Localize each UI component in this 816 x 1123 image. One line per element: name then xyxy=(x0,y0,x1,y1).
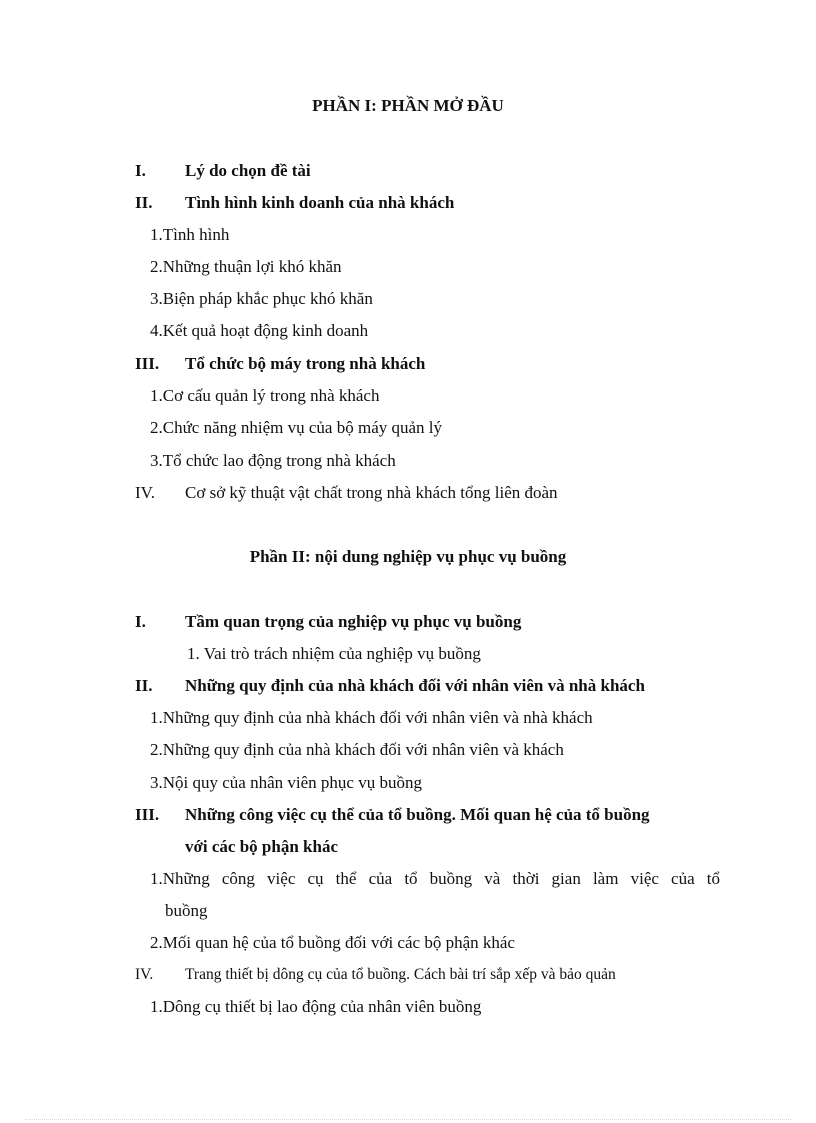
section-number: IV. xyxy=(135,966,154,983)
section-number: II. xyxy=(135,193,153,212)
section-number: III. xyxy=(135,805,160,824)
section-title: Tổ chức bộ máy trong nhà khách xyxy=(185,354,426,373)
section-title: Tình hình kinh doanh của nhà khách xyxy=(185,193,455,212)
section-number: I. xyxy=(135,161,146,180)
section-title-line2: với các bộ phận khác xyxy=(185,837,338,856)
section-number: III. xyxy=(135,354,160,373)
part1-title: PHẦN I: PHẦN MỞ ĐẦU xyxy=(312,96,504,115)
section-number: II. xyxy=(135,676,153,695)
section-title: Trang thiết bị dông cụ của tổ buồng. Cách bài trí sắp xếp và bảo quản xyxy=(185,966,616,983)
document-page: PHẦN I: PHẦN MỞ ĐẦU I. Lý do chọn đề tài II. Tình hình kinh doanh của nhà khách 1.Tình hình 2.Những thuận lợi khó khăn 3.Biện pháp khắc phục khó khăn 4.Kết quả hoạt động kinh doanh III. Tổ chức bộ máy trong nhà khách 1.Cơ cấu quản lý trong nhà khách 2.Chức năng nhiệm vụ của bộ máy quản lý 3.Tổ chức lao động trong nhà khách IV. Cơ sở kỹ thuật vật chất trong nhà khách tổng liên đoàn Phần II: nội dung nghiệp vụ phục vụ buồng I. Tầm quan trọng của nghiệp vụ phục vụ buồng 1. Vai trò trách nhiệm của nghiệp vụ buồng II. Những quy định của nhà khách đối với nhân viên và nhà khách 1.Những quy định của nhà khách đối với nhân viên và nhà khách 2.Những quy định của nhà khách đối với nhân viên và khách 3.Nội quy của nhân viên phục vụ buồng III. Những công việc cụ thể của tổ buồng. Mối quan hệ của tổ buồng với các bộ phận khác 1.Những công việc cụ thể của tổ buồng và thời gian làm việc của tổ buồng 2.Mối quan hệ của tổ buồng đối với các bộ phận khác IV. Trang thiết bị dông cụ của tổ buồng. Cách bài trí sắp xếp và bảo quản 1.Dông cụ thiết bị lao động của nhân viên buồng xyxy=(0,0,816,1123)
page-bottom-divider xyxy=(25,1119,791,1120)
list-item: 1.Những công việc cụ thể của tổ buồng và thời gian làm việc của tổ xyxy=(150,869,720,888)
section-title-line1: Những công việc cụ thể của tổ buồng. Mối quan hệ của tổ buồng xyxy=(185,805,650,824)
section-title: Những quy định của nhà khách đối với nhân viên và nhà khách xyxy=(185,676,645,695)
section-title: Lý do chọn đề tài xyxy=(185,161,311,180)
part2-title: Phần II: nội dung nghiệp vụ phục vụ buồng xyxy=(249,547,567,566)
section-title: Cơ sở kỹ thuật vật chất trong nhà khách tổng liên đoàn xyxy=(185,483,558,502)
section-number: IV. xyxy=(135,483,155,502)
section-number: I. xyxy=(135,612,146,631)
section-title: Tầm quan trọng của nghiệp vụ phục vụ buồng xyxy=(185,612,522,631)
